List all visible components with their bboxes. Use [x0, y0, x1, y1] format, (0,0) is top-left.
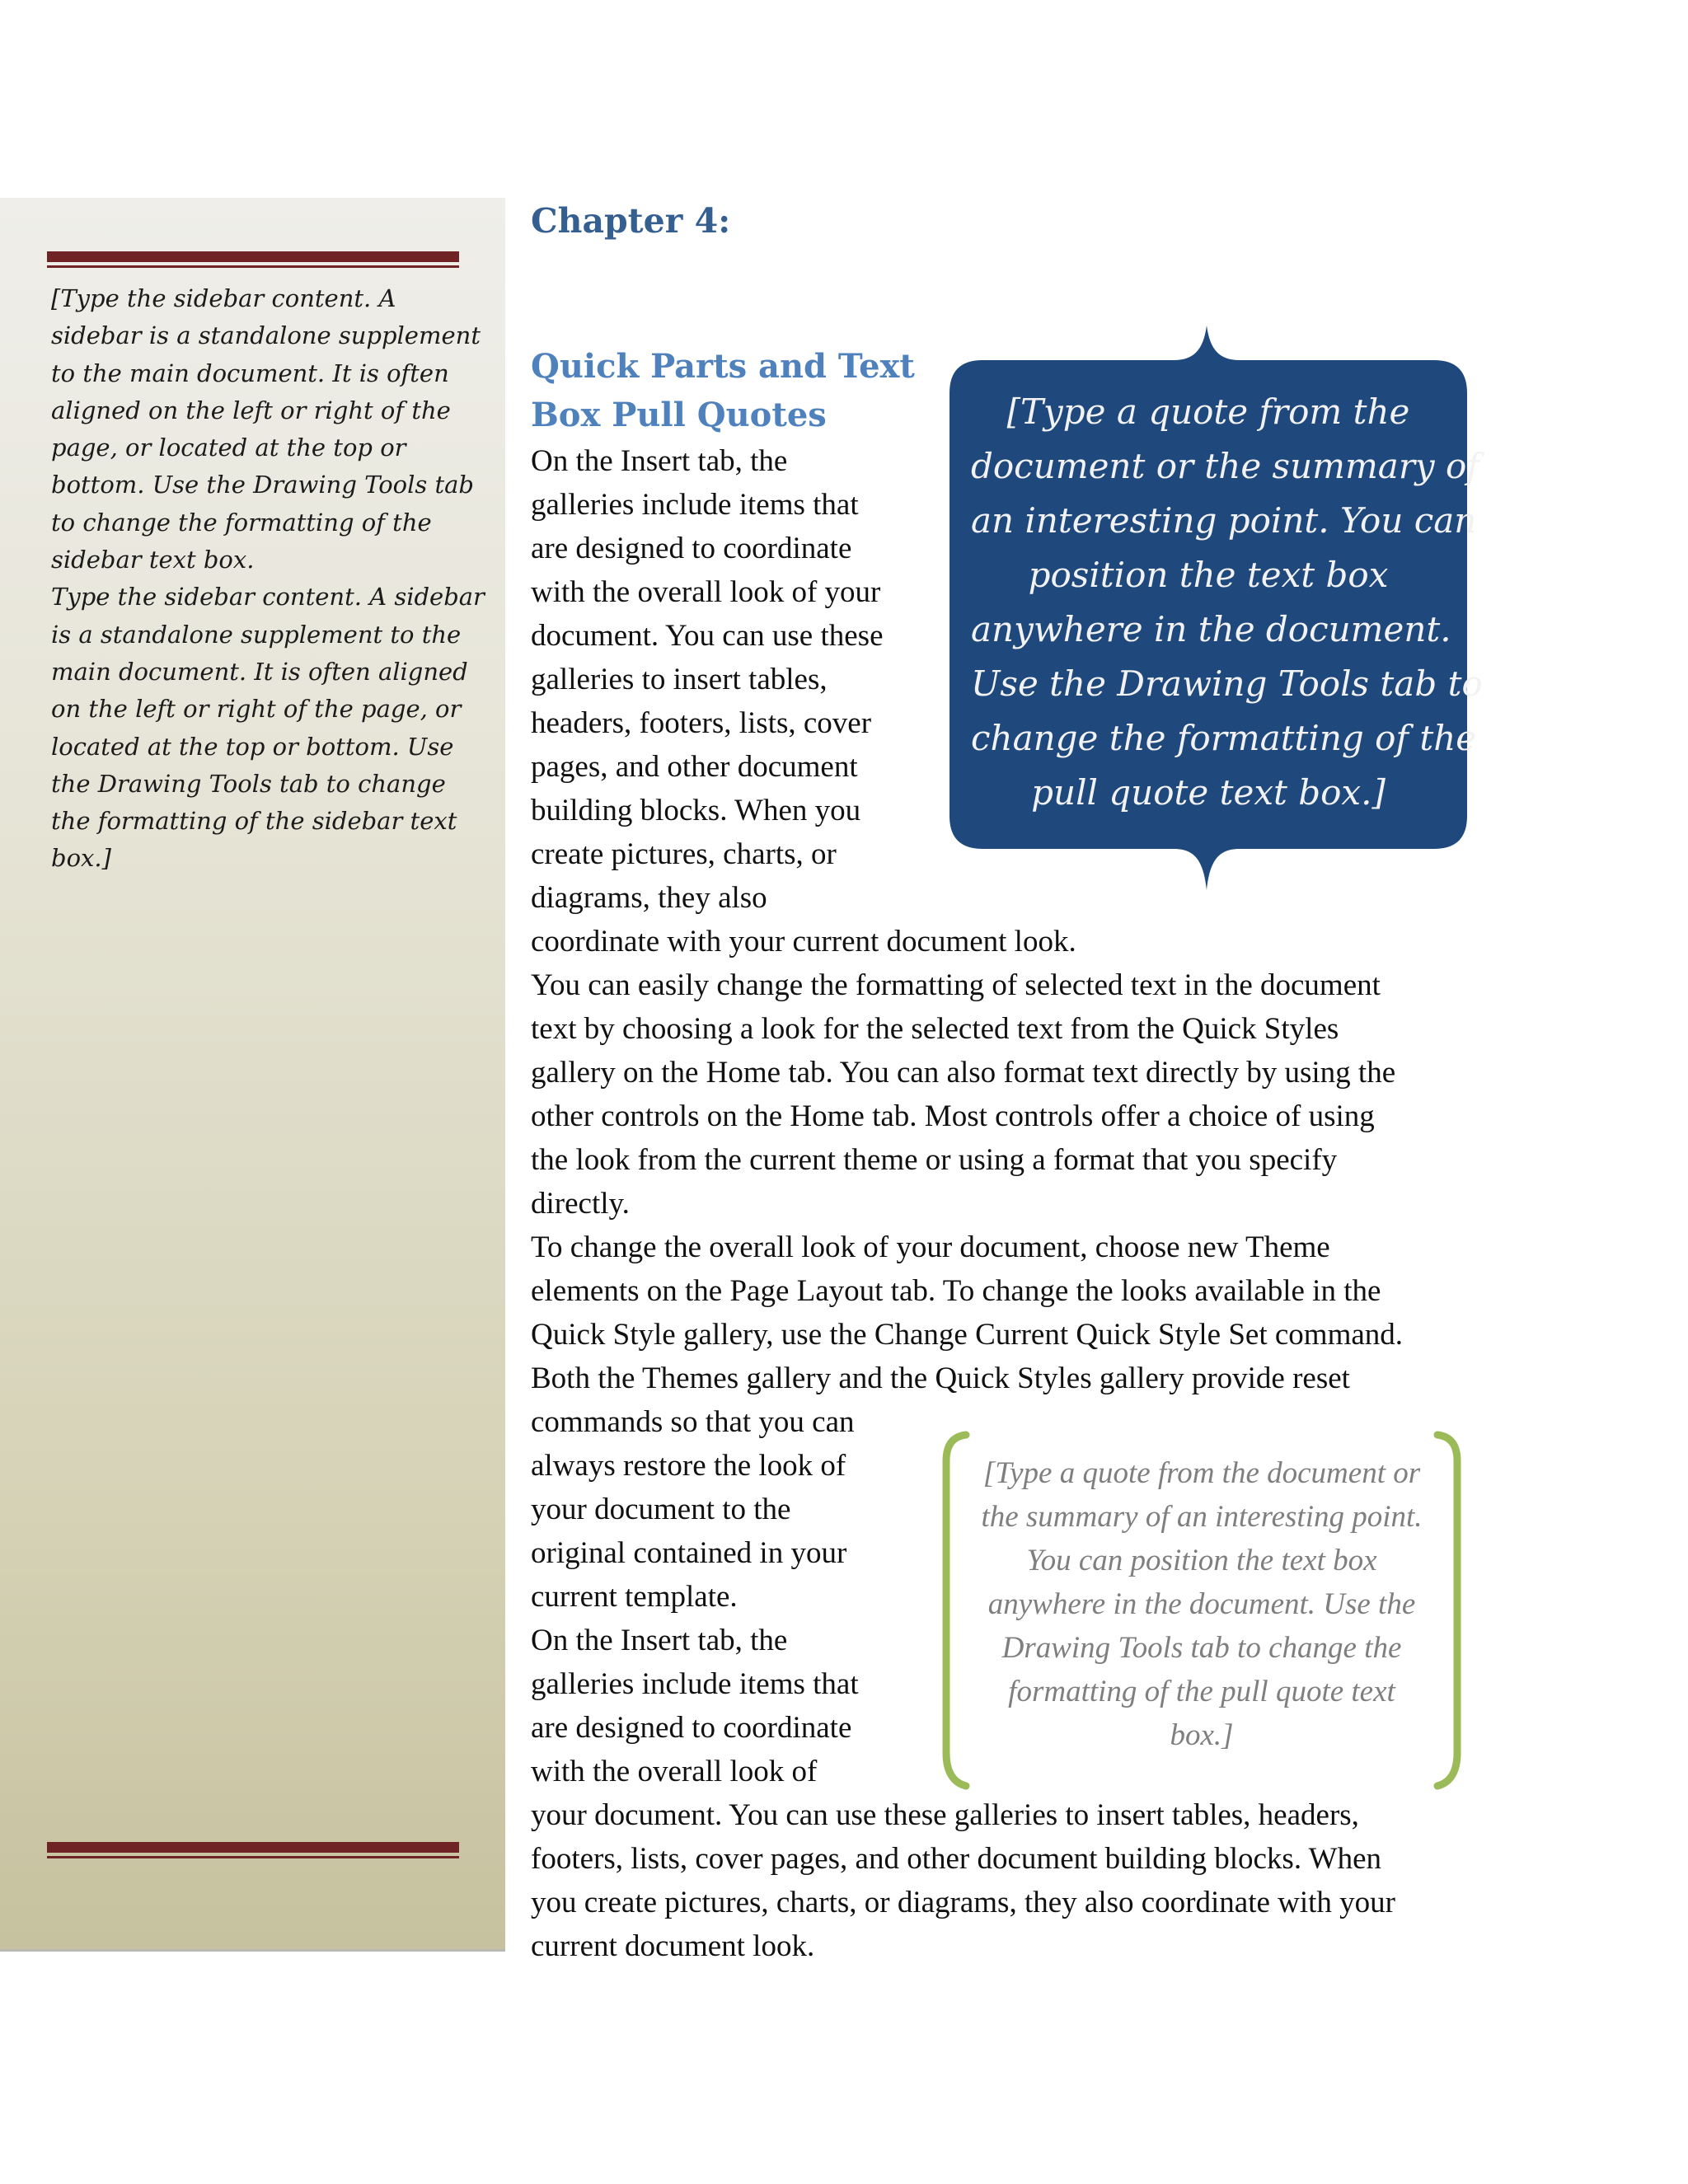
body-line: you create pictures, charts, or diagrams, they also coordinate with your — [531, 1886, 1396, 1919]
sidebar-line: to the main document. It is often — [51, 359, 449, 387]
section-heading-line: Box Pull Quotes — [531, 396, 827, 434]
section-heading — [531, 342, 959, 439]
body-line: with the overall look of — [531, 1755, 818, 1788]
pull-quote-line: Drawing Tools tab to change the — [1001, 1631, 1402, 1665]
body-line: footers, lists, cover pages, and other document building blocks. When — [531, 1842, 1382, 1876]
body-line: Both the Themes gallery and the Quick Styles gallery provide reset — [531, 1361, 1350, 1395]
pull-quote-line: position the text box — [1028, 555, 1389, 595]
sidebar-line: sidebar is a standalone supplement — [51, 321, 481, 350]
body-line: current template. — [531, 1580, 738, 1614]
section-heading-line: Quick Parts and Text — [531, 347, 915, 386]
pull-quote-2 — [930, 1430, 1474, 1793]
body-line: gallery on the Home tab. You can also format text directly by using the — [531, 1056, 1396, 1090]
body-line: To change the overall look of your document, choose new Theme — [531, 1230, 1330, 1264]
pull-quote-line: box.] — [1170, 1718, 1234, 1752]
sidebar-line: the Drawing Tools tab to change — [51, 769, 446, 798]
body-line: always restore the look of — [531, 1449, 846, 1483]
sidebar-line: aligned on the left or right of the — [51, 396, 451, 424]
body-line: commands so that you can — [531, 1405, 855, 1439]
sidebar-text — [51, 280, 485, 878]
body-line: You can easily change the formatting of selected text in the document — [531, 968, 1381, 1002]
pull-quote-line: You can position the text box — [1026, 1544, 1377, 1577]
sidebar-line: is a standalone supplement to the — [51, 620, 462, 649]
sidebar-line: [Type the sidebar content. A — [51, 284, 396, 312]
body-paragraph-2 — [531, 963, 1395, 1226]
body-line: galleries to insert tables, — [531, 663, 828, 696]
pull-quote-line: the summary of an interesting point. — [981, 1500, 1423, 1534]
body-line: your document. You can use these galleries to insert tables, headers, — [531, 1798, 1359, 1832]
body-line: On the Insert tab, the — [531, 444, 788, 478]
pull-quote-line: document or the summary of — [971, 446, 1479, 486]
sidebar-bottom-rule — [47, 1842, 459, 1858]
sidebar-line: to change the formatting of the — [51, 508, 432, 537]
body-line: diagrams, they also — [531, 881, 767, 915]
pull-quote-line: formatting of the pull quote text — [1008, 1675, 1395, 1708]
body-line: On the Insert tab, the — [531, 1624, 788, 1657]
body-line: document. You can use these — [531, 619, 884, 653]
sidebar-panel — [0, 198, 505, 1952]
body-line: elements on the Page Layout tab. To change the looks available in the — [531, 1274, 1381, 1308]
pull-quote-line: [Type a quote from the document or — [982, 1456, 1421, 1490]
body-line: are designed to coordinate — [531, 1711, 852, 1745]
pull-quote-line: anywhere in the document. — [971, 609, 1451, 649]
sidebar-line: on the left or right of the page, or — [51, 695, 462, 724]
body-line: other controls on the Home tab. Most controls offer a choice of using — [531, 1099, 1375, 1133]
body-line: with the overall look of your — [531, 575, 881, 609]
body-line: galleries include items that — [531, 488, 859, 522]
body-line: are designed to coordinate — [531, 532, 852, 565]
sidebar-line: main document. It is often aligned — [51, 657, 468, 686]
sidebar-line: Type the sidebar content. A sidebar — [51, 583, 485, 612]
body-line: your document to the — [531, 1493, 791, 1526]
pull-quote-line: Use the Drawing Tools tab to — [971, 663, 1483, 704]
body-line: text by choosing a look for the selected text from the Quick Styles — [531, 1012, 1339, 1046]
sidebar-top-rule — [47, 251, 459, 268]
body-line: building blocks. When you — [531, 794, 861, 827]
body-line: current document look. — [531, 1929, 815, 1963]
pull-quote-2-text — [958, 1451, 1446, 1757]
sidebar-line: bottom. Use the Drawing Tools tab — [51, 471, 474, 499]
pull-quote-line: an interesting point. You can — [971, 500, 1477, 541]
body-line: pages, and other document — [531, 750, 858, 784]
body-line: original contained in your — [531, 1536, 847, 1570]
pull-quote-line: change the formatting of the — [971, 718, 1477, 758]
body-line: Quick Style gallery, use the Change Current Quick Style Set command. — [531, 1318, 1404, 1352]
pull-quote-1-text — [971, 385, 1483, 820]
pull-quote-line: [Type a quote from the — [1006, 391, 1410, 432]
pull-quote-line: anywhere in the document. Use the — [987, 1587, 1416, 1621]
sidebar-line: located at the top or bottom. Use — [51, 732, 454, 761]
sidebar-line: sidebar text box. — [51, 546, 255, 574]
pull-quote-1 — [950, 326, 1483, 886]
main-column — [531, 196, 1495, 246]
pull-quote-line: pull quote text box.] — [1031, 772, 1386, 813]
sidebar-line: page, or located at the top or — [51, 434, 406, 462]
body-line: create pictures, charts, or — [531, 837, 837, 871]
body-line: galleries include items that — [531, 1667, 859, 1701]
body-line: headers, footers, lists, cover — [531, 706, 872, 740]
body-line: directly. — [531, 1187, 630, 1221]
body-line: the look from the current theme or using a format that you specify — [531, 1143, 1338, 1177]
sidebar-line: box.] — [51, 844, 111, 873]
chapter-title: Chapter 4: — [531, 201, 731, 241]
body-line: coordinate with your current document look. — [531, 925, 1076, 958]
sidebar-line: the formatting of the sidebar text — [51, 807, 457, 836]
